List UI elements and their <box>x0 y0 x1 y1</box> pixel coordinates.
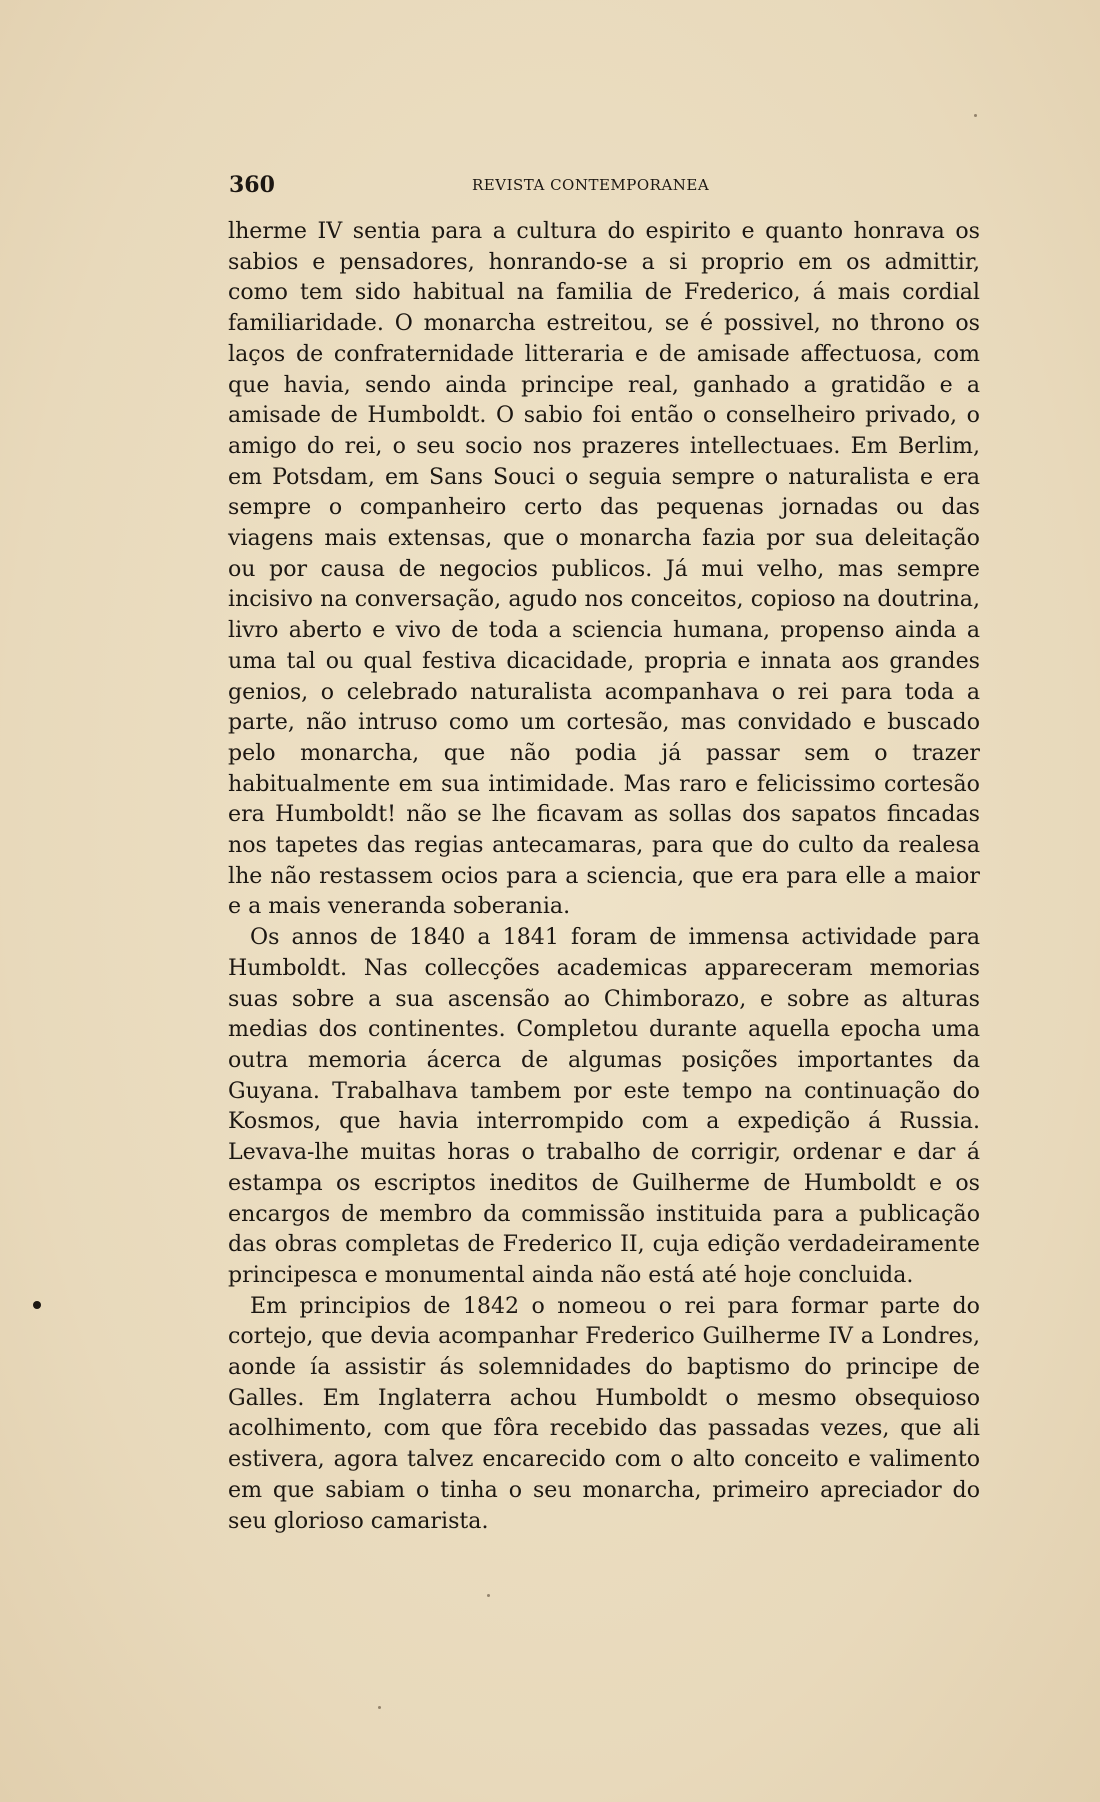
page-number: 360 <box>229 172 275 198</box>
running-head <box>229 172 729 202</box>
margin-dot-icon <box>33 1301 41 1309</box>
paragraph-2: Os annos de 1840 a 1841 foram de immensa actividade para Humboldt. Nas collecções academicas appareceram memorias suas sobre a sua ascensão ao Chimborazo, e sobre as alturas medias dos continentes. Completou durante aquella epocha uma outra memoria ácerca de algumas posições importantes da Guyana. Trabalhava tambem por este tempo na continuação do Kosmos, que havia interrompido com a expedição á Russia. Levava-lhe muitas horas o trabalho de corrigir, ordenar e dar á estampa os escriptos ineditos de Guilherme de Humboldt e os encargos de membro da commissão instituida para a publicação das obras completas de Frederico II, cuja edição verdadeiramente principesca e monumental ainda não está até hoje concluida. <box>228 924 980 1288</box>
paper-speck-icon <box>974 114 977 117</box>
running-title: REVISTA CONTEMPORANEA <box>472 176 710 194</box>
paper-speck-icon <box>378 1706 381 1709</box>
body-text <box>228 216 980 1536</box>
paragraph-3: Em principios de 1842 o nomeou o rei para formar parte do cortejo, que devia acompanhar Frederico Guilherme IV a Londres, aonde ía assistir ás solemnidades do baptismo do principe de Galles. Em Inglaterra achou Humboldt o mesmo obsequioso acolhimento, com que fôra recebido das passadas vezes, que ali estivera, agora talvez encarecido com o alto conceito e valimento em que sabiam o tinha o seu monarcha, primeiro apreciador do seu glorioso camarista. <box>228 1292 980 1534</box>
paragraph-1: lherme IV sentia para a cultura do espirito e quanto honrava os sabios e pensadores, honrando-se a si proprio em os admittir, como tem sido habitual na familia de Frederico, á mais cordial familiaridade. O monarcha estreitou, se é possivel, no throno os laços de confraternidade litteraria e de amisade affectuosa, com que havia, sendo ainda principe real, ganhado a gratidão e a amisade de Humboldt. O sabio foi então o conselheiro privado, o amigo do rei, o seu socio nos prazeres intellectuaes. Em Berlim, em Potsdam, em Sans Souci o seguia sempre o naturalista e era sempre o companheiro certo das pequenas jornadas ou das viagens mais extensas, que o monarcha fazia por sua deleitação ou por causa de negocios publicos. Já mui velho, mas sempre incisivo na conversação, agudo nos conceitos, copioso na doutrina, livro aberto e vivo de toda a sciencia humana, propenso ainda a uma tal ou qual festiva dicacidade, propria e innata aos grandes genios, o celebrado naturalista acompanhava o rei para toda a parte, não intruso como um cortesão, mas convidado e buscado pelo monarcha, que não podia já passar sem o trazer habitualmente em sua intimidade. Mas raro e felicissimo cortesão era Humboldt! não se lhe ficavam as sollas dos sapatos fincadas nos tapetes das regias antecamaras, para que do culto da realesa lhe não restassem ocios para a sciencia, que era para elle a maior e a mais veneranda soberania. <box>228 218 980 920</box>
paper-speck-icon <box>487 1594 490 1597</box>
